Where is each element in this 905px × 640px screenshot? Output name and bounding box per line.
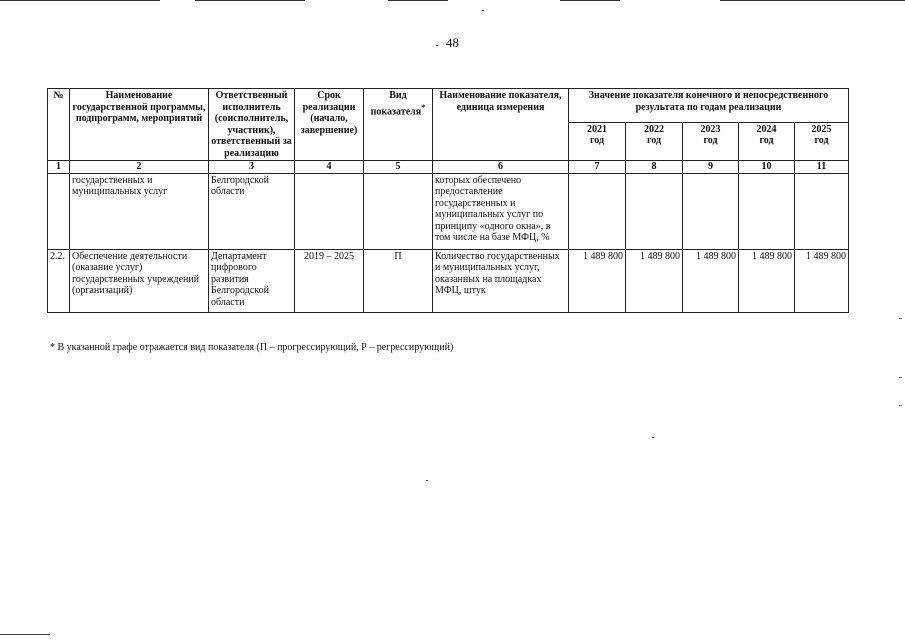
row-number xyxy=(48,173,70,249)
row-indicator-type xyxy=(364,173,433,249)
row-program-name: Обеспечение деятельности (оказание услуг) государственных учреждений (организаций) xyxy=(70,249,209,312)
scan-speck xyxy=(482,10,484,11)
year-label: 2022 xyxy=(644,123,664,135)
column-number: 7 xyxy=(569,161,626,174)
year-label: 2021 xyxy=(587,123,607,135)
scan-edge-mark xyxy=(899,318,902,319)
header-indicator-name: Наименование показателя, единица измерения xyxy=(433,89,569,161)
row-value-2025: 1 489 800 xyxy=(795,249,849,312)
column-number: 4 xyxy=(295,161,364,174)
scan-top-edge xyxy=(0,0,905,2)
row-responsible: Департамент цифрового развития Белгородской области xyxy=(209,249,295,312)
header-row xyxy=(48,89,849,123)
column-number: 5 xyxy=(364,161,433,174)
header-values-group: Значение показателя конечного и непосредственного результата по годам реализации xyxy=(569,89,849,123)
footnote-mark: * xyxy=(421,102,426,112)
row-value-2023: 1 489 800 xyxy=(683,249,739,312)
year-label: 2024 xyxy=(756,123,777,135)
scan-bottom-edge xyxy=(0,634,50,635)
table-row xyxy=(48,173,849,249)
indicators-table xyxy=(47,88,849,313)
header-indicator-type-label: Вид показателя xyxy=(370,90,422,117)
row-value-2021 xyxy=(569,173,626,249)
column-number: 8 xyxy=(626,161,683,174)
header-responsible: Ответственный исполнитель (соисполнитель, участник), ответственный за реализацию xyxy=(209,89,295,161)
header-year-2021 xyxy=(569,122,626,160)
footnote: * В указанной графе отражается вид показателя (П – прогрессирующий, Р – регрессирующий) xyxy=(50,342,454,353)
column-number: 1 xyxy=(48,161,70,174)
year-unit: год xyxy=(703,135,718,147)
row-value-2022 xyxy=(626,173,683,249)
row-value-2024 xyxy=(739,173,795,249)
row-value-2023 xyxy=(683,173,739,249)
row-value-2025 xyxy=(795,173,849,249)
row-value-2024: 1 489 800 xyxy=(739,249,795,312)
column-number: 11 xyxy=(795,161,849,174)
year-label: 2025 xyxy=(811,123,832,135)
row-indicator-type: П xyxy=(364,249,433,312)
page-number: 48 xyxy=(446,35,459,50)
row-value-2022: 1 489 800 xyxy=(626,249,683,312)
scan-edge-mark xyxy=(899,377,902,378)
header-year-2022 xyxy=(626,122,683,160)
row-program-name: государственных и муниципальных услуг xyxy=(70,173,209,249)
header-year-2024 xyxy=(739,122,795,160)
header-indicator-type xyxy=(364,89,433,161)
column-number: 6 xyxy=(433,161,569,174)
scan-speck xyxy=(436,45,438,46)
column-numbers-row xyxy=(48,161,849,174)
table-row xyxy=(48,249,849,312)
row-indicator-name: Количество государственных и муниципальных услуг, оказанных на площадках МФЦ, штук xyxy=(433,249,569,312)
header-year-2025 xyxy=(795,122,849,160)
row-number: 2.2. xyxy=(48,249,70,312)
row-indicator-name: которых обеспечено предоставление государственных и муниципальных услуг по принципу «одного окна», в том числе на базе МФЦ, % xyxy=(433,173,569,249)
column-number: 10 xyxy=(739,161,795,174)
row-value-2021: 1 489 800 xyxy=(569,249,626,312)
scan-speck xyxy=(426,480,428,481)
year-label: 2023 xyxy=(700,123,721,135)
scan-speck xyxy=(652,437,654,438)
header-no: № xyxy=(48,89,70,161)
year-unit: год xyxy=(646,135,662,147)
header-program-name: Наименование государственной программы, подпрограмм, мероприятий xyxy=(70,89,209,161)
scan-edge-mark xyxy=(899,405,902,406)
header-period: Срок реализации (начало, завершение) xyxy=(295,89,364,161)
year-unit: год xyxy=(814,135,829,147)
year-unit: год xyxy=(589,135,605,147)
year-unit: год xyxy=(759,135,774,147)
row-responsible: Белгородской области xyxy=(209,173,295,249)
header-year-2023 xyxy=(683,122,739,160)
row-period xyxy=(295,173,364,249)
column-number: 9 xyxy=(683,161,739,174)
column-number: 2 xyxy=(70,161,209,174)
column-number: 3 xyxy=(209,161,295,174)
row-period: 2019 – 2025 xyxy=(295,249,364,312)
